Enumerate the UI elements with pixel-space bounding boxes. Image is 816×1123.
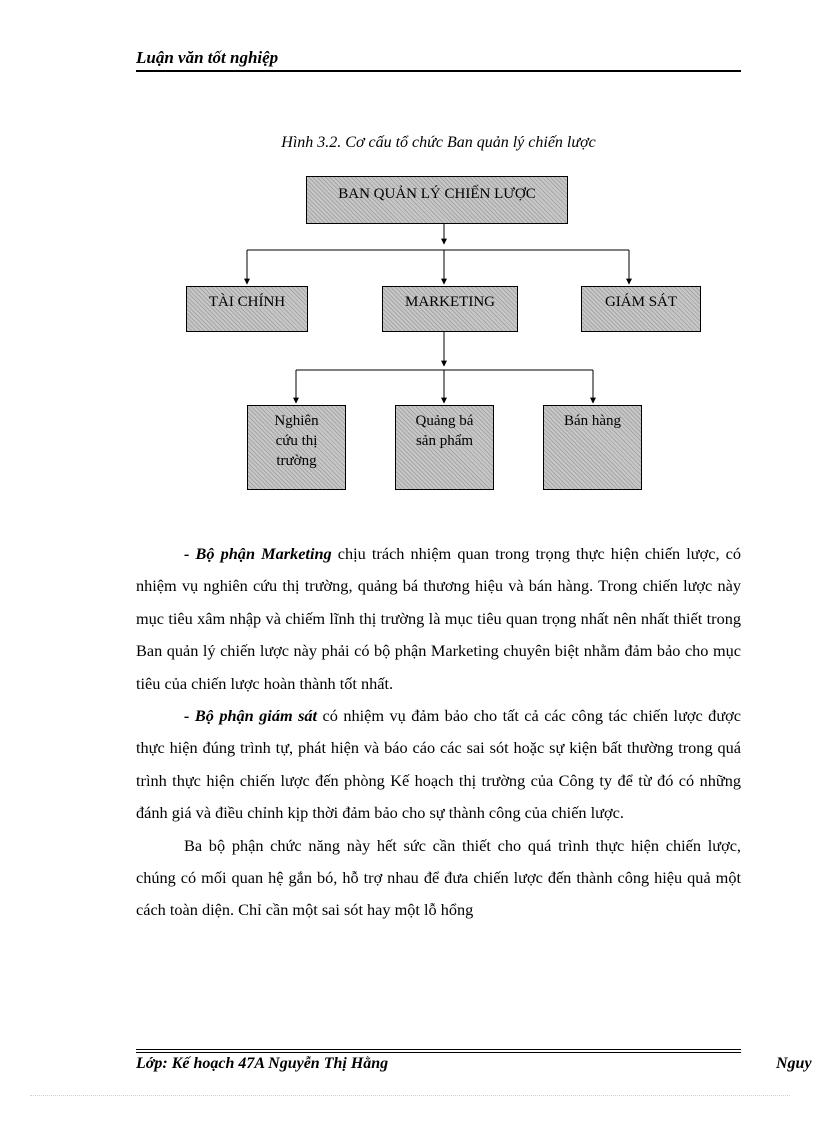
org-label-banhang: Bán hàng <box>563 413 622 429</box>
paragraph-giamsat-lead: - Bộ phận giám sát <box>184 706 318 726</box>
page-edge-dotted-line <box>30 1095 790 1096</box>
org-root-label: BAN QUẢN LÝ CHIẾN LƯỢC <box>338 186 536 202</box>
org-label-quangba-1: Quảng bá <box>415 413 474 429</box>
org-label-marketing: MARKETING <box>405 294 495 310</box>
org-box-marketing <box>382 286 518 332</box>
footer-rule-top <box>136 1049 741 1050</box>
paragraph-marketing-lead: - Bộ phận Marketing <box>184 544 332 563</box>
org-box-giamsat <box>581 286 701 332</box>
org-root-box <box>306 176 568 224</box>
paragraph-giamsat-text: có nhiệm vụ đảm bảo cho tất cả các công tác chiến lược được thực hiện đúng trình tự, phát hiện và báo cáo các sai sót hoặc sự kiện bất thường trong quá trình thực hiện chiến lược đến phòng Kế hoạch thị trường của Công ty để từ đó có những đánh giá và điều chỉnh kịp thời đảm bảo cho sự thành công của chiến lược. <box>136 706 741 823</box>
org-label-nghiencuu-2: cứu thị <box>275 433 318 449</box>
org-label-taichinh: TÀI CHÍNH <box>208 294 286 310</box>
org-label-giamsat: GIÁM SÁT <box>604 294 678 310</box>
org-box-banhang <box>543 405 642 490</box>
footer-class-author: Lớp: Kế hoạch 47A Nguyễn Thị Hằng <box>136 1055 389 1072</box>
footer-rule-bottom <box>136 1052 741 1053</box>
org-box-quangba <box>395 405 494 490</box>
org-label-nghiencuu-3: trường <box>276 453 317 469</box>
figure-caption: Hình 3.2. Cơ cấu tổ chức Ban quản lý chiến lược <box>281 134 596 151</box>
paragraph-marketing-text: chịu trách nhiệm quan trong trọng thực hiện chiến lược, có nhiệm vụ nghiên cứu thị trường, quảng bá thương hiệu và bán hàng. Trong chiến lược này mục tiêu xâm nhập và chiếm lĩnh thị trường là mục tiêu quan trọng nhất nên nhất thiết trong Ban quản lý chiến lược này phải có bộ phận Marketing chuyên biệt nhằm đảm bảo cho mục tiêu của chiến lược hoàn thành tốt nhất. <box>136 544 741 693</box>
running-header-title: Luận văn tốt nghiệp <box>136 48 279 67</box>
body-text <box>136 538 741 927</box>
org-box-nghiencuu <box>247 405 346 490</box>
paragraph-summary: Ba bộ phận chức năng này hết sức cần thiết cho quá trình thực hiện chiến lược, chúng có mối quan hệ gắn bó, hỗ trợ nhau để đưa chiến lược đến thành công hiệu quả một cách toàn diện. Chỉ cần một sai sót hay một lỗ hổng <box>136 835 741 920</box>
org-label-nghiencuu-1: Nghiên <box>274 413 319 429</box>
org-label-quangba-2: sản phẩm <box>415 433 474 449</box>
paragraph-giamsat <box>136 700 741 830</box>
org-box-taichinh <box>186 286 308 332</box>
footer-right-cut: Nguy <box>776 1055 812 1072</box>
paragraph-marketing <box>136 538 741 700</box>
